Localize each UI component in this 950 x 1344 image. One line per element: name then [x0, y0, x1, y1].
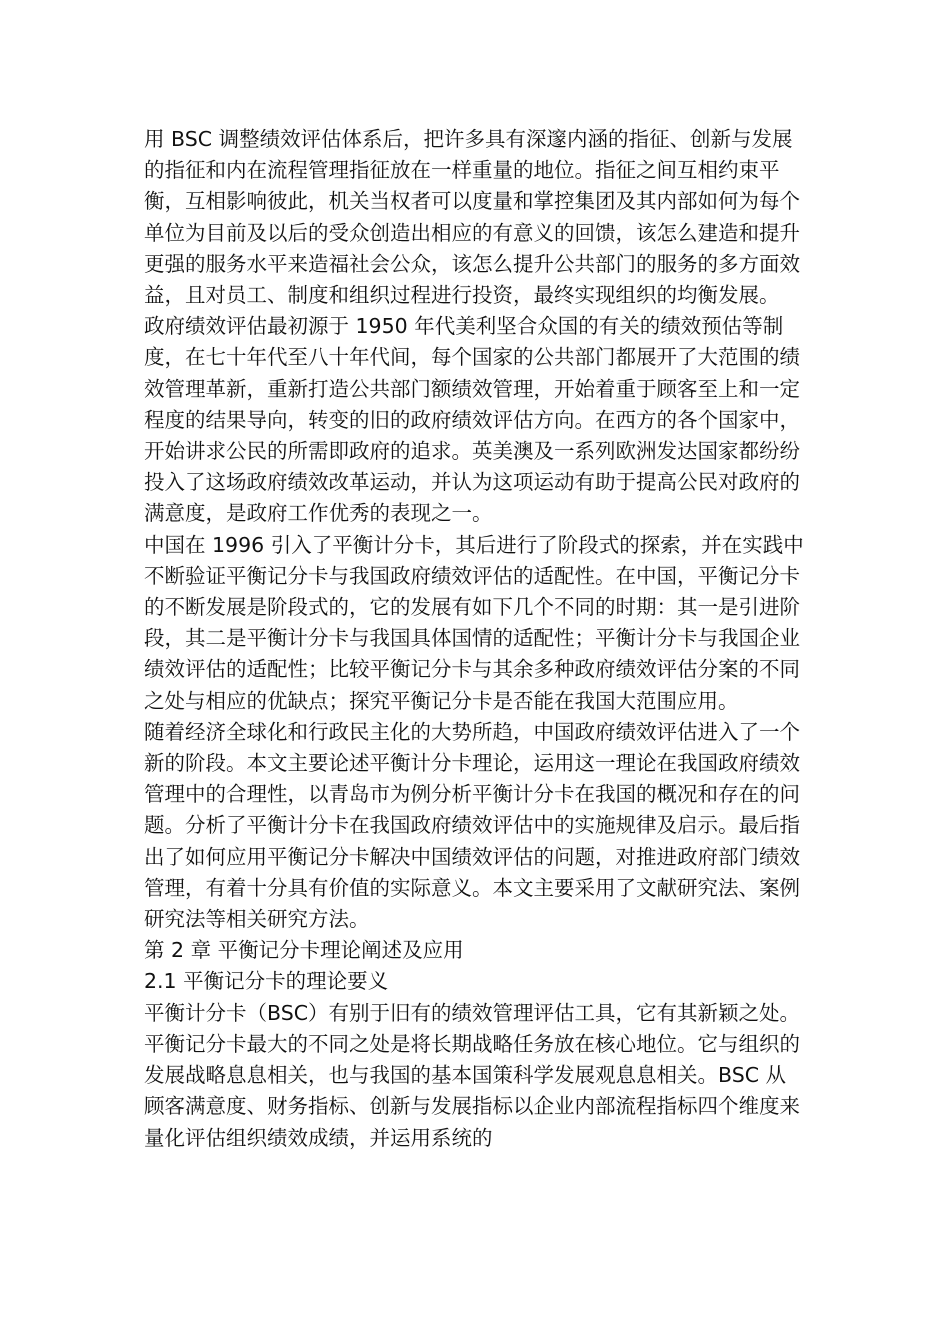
paragraph-bsc-adjustment: 用 BSC 调整绩效评估体系后，把许多具有深邃内涵的指征、创新与发展的指征和内在流程管理指征放在一样重量的地位。指征之间互相约束平衡，互相影响彼此，机关当权者可以度量和掌控集团及其内部如何为每个单位为目前及以后的受众创造出相应的有意义的回馈，该怎么建造和提升更强的服务水平来造福社会公众，该怎么提升公共部门的服务的多方面效益，且对员工、制度和组织过程进行投资，最终实现组织的均衡发展。: [144, 127, 800, 308]
paragraph-bsc-theory: 平衡计分卡（BSC）有别于旧有的绩效管理评估工具，它有其新颖之处。平衡记分卡最大的不同之处是将长期战略任务放在核心地位。它与组织的发展战略息息相关，也与我国的基本国策科学发展观息息相关。BSC 从顾客满意度、财务指标、创新与发展指标以企业内部流程指标四个维度来量化评估组织绩效成绩，并运用系统的: [144, 1000, 801, 1150]
section-heading: 2.1 平衡记分卡的理论要义: [144, 969, 389, 994]
paragraph-china-introduction: 中国在 1996 引入了平衡计分卡，其后进行了阶段式的探索，并在实践中不断验证平衡记分卡与我国政府绩效评估的适配性。在中国，平衡记分卡的不断发展是阶段式的，它的发展有如下几个不同的时期：其一是引进阶段，其二是平衡计分卡与我国具体国情的适配性；平衡计分卡与我国企业绩效评估的适配性；比较平衡记分卡与其余多种政府绩效评估分案的不同之处与相应的优缺点；探究平衡记分卡是否能在我国大范围应用。: [144, 532, 804, 713]
paragraph-government-evaluation-origin: 政府绩效评估最初源于 1950 年代美利坚合众国的有关的绩效预估等制度，在七十年代至八十年代间，每个国家的公共部门都展开了大范围的绩效管理革新，重新打造公共部门额绩效管理，开始着重于顾客至上和一定程度的结果导向，转变的旧的政府绩效评估方向。在西方的各个国家中，开始讲求公民的所需即政府的追求。英美澳及一系列欧洲发达国家都纷纷投入了这场政府绩效改革运动，并认为这项运动有助于提高公民对政府的满意度，是政府工作优秀的表现之一。: [144, 314, 800, 526]
chapter-heading: 第 2 章 平衡记分卡理论阐述及应用: [144, 938, 464, 963]
document-page: [144, 124, 806, 1154]
paragraph-globalization-overview: 随着经济全球化和行政民主化的大势所趋，中国政府绩效评估进入了一个新的阶段。本文主要论述平衡计分卡理论，运用这一理论在我国政府绩效管理中的合理性，以青岛市为例分析平衡计分卡在我国的概况和存在的问题。分析了平衡计分卡在我国政府绩效评估中的实施规律及启示。最后指出了如何应用平衡记分卡解决中国绩效评估的问题，对推进政府部门绩效管理，有着十分具有价值的实际意义。本文主要采用了文献研究法、案例研究法等相关研究方法。: [144, 719, 800, 932]
